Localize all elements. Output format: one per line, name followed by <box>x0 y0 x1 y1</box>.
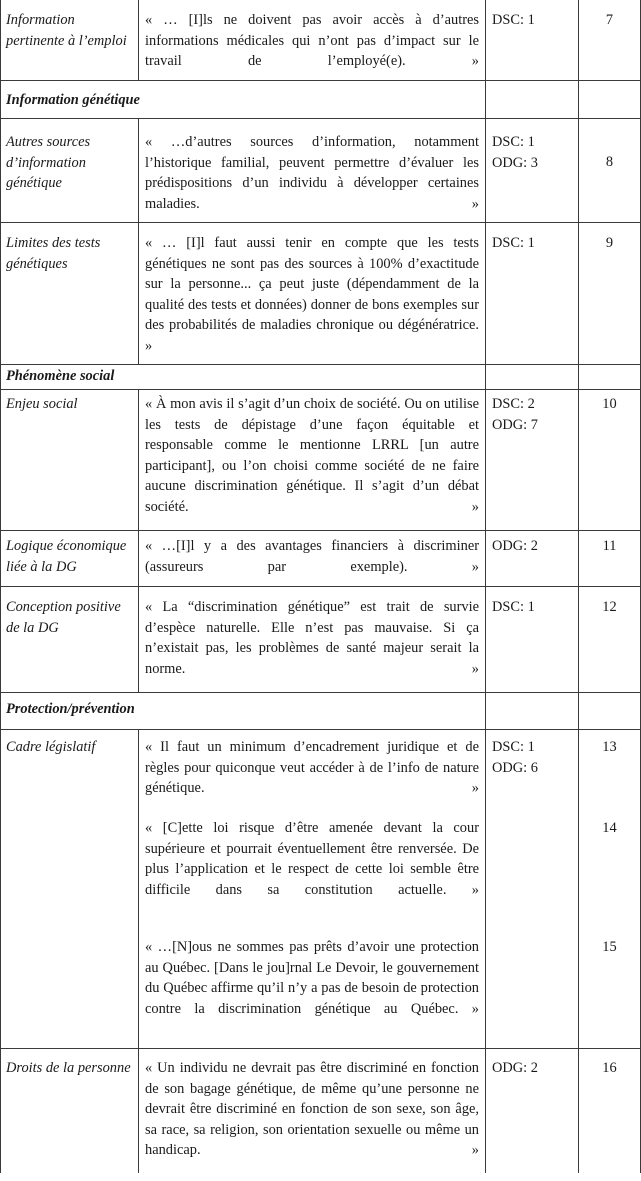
code-counts: DSC: 2 ODG: 7 <box>492 396 538 433</box>
quote-text: « À mon avis il s’agit d’un choix de société. Ou on utilise les tests de dépistage d’une façon équitable et responsable comme le mentionne LRRL [un autre participant], ou l’on choisi comme société de ne faire aucune discrimination génétique. Il s’agit d’un débat société. » <box>145 396 479 515</box>
code-counts: DSC: 1 ODG: 6 <box>492 739 538 776</box>
category-label: Limites des tests génétiques <box>6 235 101 272</box>
row-number: 15 <box>602 939 617 955</box>
section-heading: Phénomène social <box>6 368 115 384</box>
column-divider <box>138 729 139 1173</box>
row-number: 8 <box>605 154 614 170</box>
code-counts: DSC: 1 <box>492 12 535 28</box>
row-number: 10 <box>602 396 617 412</box>
column-divider <box>578 0 579 1173</box>
category-label: Enjeu social <box>6 396 78 412</box>
column-divider <box>0 0 1 1173</box>
row-number: 7 <box>605 12 614 28</box>
code-counts: DSC: 1 <box>492 235 535 251</box>
quote-text: « La “discrimination génétique” est trait de survie d’espèce naturelle. Elle n’est pas mauvaise. Si ça n’existait pas, les problèmes de santé majeur serait la norme. » <box>145 599 479 677</box>
row-number: 12 <box>602 599 617 615</box>
column-divider <box>138 389 139 692</box>
category-label: Cadre législatif <box>6 739 96 755</box>
section-heading: Protection/prévention <box>6 701 135 717</box>
quote-text: « [C]ette loi risque d’être amenée devant la cour supérieure et pourrait éventuellement être renversée. De plus l’application et le respect de cette loi semble être difficile dans sa constitution actuelle. » <box>145 820 479 898</box>
row-number: 9 <box>605 235 614 251</box>
column-divider <box>485 0 486 1173</box>
row-number: 16 <box>602 1060 617 1076</box>
category-label: Information pertinente à l’emploi <box>6 12 127 49</box>
code-counts: DSC: 1 ODG: 3 <box>492 134 538 171</box>
code-counts: DSC: 1 <box>492 599 535 615</box>
category-label: Conception positive de la DG <box>6 599 121 636</box>
code-counts: ODG: 2 <box>492 1060 538 1076</box>
quote-text: « … [I]ls ne doivent pas avoir accès à d’autres informations médicales qui n’ont pas d’impact sur le travail de l’employé(e). » <box>145 12 479 69</box>
quote-text: « Il faut un minimum d’encadrement juridique et de règles pour quiconque veut accéder à de l’info de nature génétique. » <box>145 739 479 796</box>
quote-text: « …[I]l y a des avantages financiers à discriminer (assureurs par exemple). » <box>145 538 479 575</box>
category-label: Droits de la personne <box>6 1060 131 1076</box>
column-divider <box>138 118 139 364</box>
row-divider <box>0 389 641 390</box>
section-heading: Information génétique <box>6 92 140 108</box>
code-counts: ODG: 2 <box>492 538 538 554</box>
row-number: 13 <box>602 739 617 755</box>
quote-text: « Un individu ne devrait pas être discriminé en fonction de son bagage génétique, de même qu’une personne ne devrait être discriminé en fonction de son sexe, son âge, sa race, sa religion, son orientation sexuelle ou même un handicap. » <box>145 1060 479 1158</box>
row-number: 11 <box>602 538 617 554</box>
row-divider <box>0 118 641 119</box>
column-divider <box>138 0 139 80</box>
row-number: 14 <box>602 820 617 836</box>
row-divider <box>0 729 641 730</box>
quote-text: « …d’autres sources d’information, notamment l’historique familial, peuvent permettre d’évaluer les prédispositions d’un individu à développer certaines maladies. » <box>145 134 479 212</box>
quote-text: « … [I]l faut aussi tenir en compte que les tests génétiques ne sont pas des sources à 100% d’exactitude sur la personne... ça peut juste (dépendamment de la qualité des tests et données) donner de bons exemples sur des probabilités de maladies chronique ou dégénératrice. » <box>145 235 479 354</box>
category-label: Logique économique liée à la DG <box>6 538 127 575</box>
row-divider <box>0 1048 641 1049</box>
category-label: Autres sources d’information génétique <box>6 134 91 191</box>
quote-text: « …[N]ous ne sommes pas prêts d’avoir une protection au Québec. [Dans le jou]rnal Le Devoir, le gouvernement du Québec affirme qu’il n’y a pas de besoin de protection contre la discrimination génétique au Québec. » <box>145 939 479 1017</box>
